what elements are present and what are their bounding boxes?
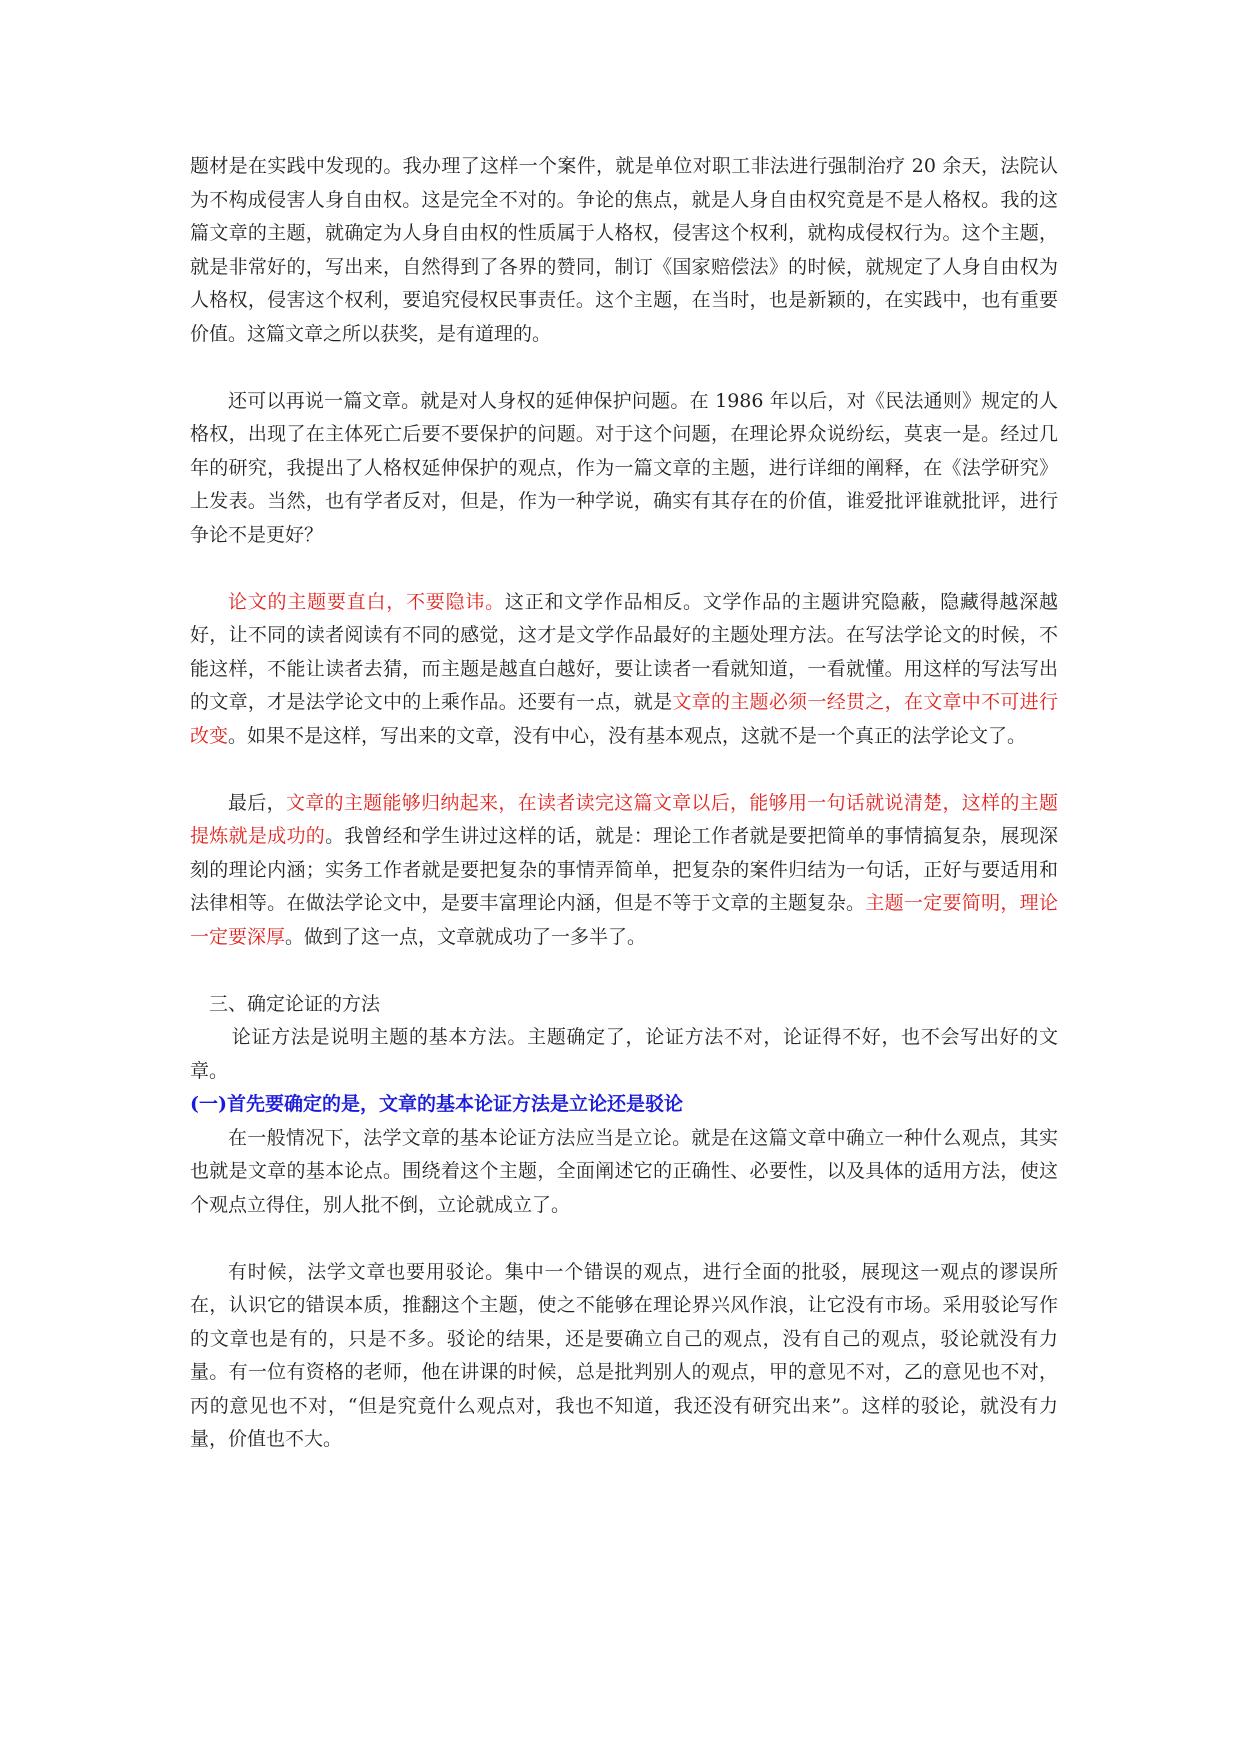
paragraph-gap bbox=[190, 552, 1058, 586]
subsection-heading: (一)首先要确定的是，文章的基本论证方法是立论还是驳论 bbox=[190, 1093, 683, 1115]
paragraph-gap bbox=[190, 1222, 1058, 1256]
paragraph-extended-protection: 还可以再说一篇文章。就是对人身权的延伸保护问题。在 1986 年以后，对《民法通则》规定的人格权，出现了在主体死亡后要不要保护的问题。对于这个问题，在理论界众说纷纭，莫衷一是。经过几年的研究，我提出了人格权延伸保护的观点，作为一篇文章的主题，进行详细的阐释，在《法学研究》上发表。当然，也有学者反对，但是，作为一种学说，确实有其存在的价值，谁爱批评谁就批评，进行争论不是更好？ bbox=[190, 389, 1058, 546]
body-text: 。我曾经和学生讲过这样的话，就是：理论工作者就是要把简单的事情搞复杂，展现深刻的理论内涵；实务工作者就是要把复杂的事情弄简单，把复杂的案件归结为一句话，正好与要适用和法律相等。在做法学论文中，是要丰富理论内涵，但是不等于文章的主题复杂。 bbox=[190, 825, 1058, 914]
paragraph-topic-summary bbox=[190, 787, 1058, 955]
paragraph-argument-method: 论证方法是说明主题的基本方法。主题确定了，论证方法不对，论证得不好，也不会写出好的文章。 bbox=[190, 1026, 1058, 1082]
paragraph-case-topic: 题材是在实践中发现的。我办理了这样一个案件，就是单位对职工非法进行强制治疗 20 余天，法院认为不构成侵害人身自由权。这是完全不对的。争论的焦点，就是人身自由权究竟是不是人格权。我的这篇文章的主题，就确定为人身自由权的性质属于人格权，侵害这个权利，就构成侵权行为。这个主题，就是非常好的，写出来，自然得到了各界的赞同，制订《国家赔偿法》的时候，就规定了人身自由权为人格权，侵害这个权利，要追究侵权民事责任。这个主题，在当时，也是新颖的，在实践中，也有重要价值。这篇文章之所以获奖，是有道理的。 bbox=[190, 155, 1058, 345]
emphasis-text: 主题一定要简明，理论一定要深厚 bbox=[190, 892, 1058, 948]
paragraph-establish-argument: 在一般情况下，法学文章的基本论证方法应当是立论。就是在这篇文章中确立一种什么观点，其实也就是文章的基本论点。围绕着这个主题，全面阐述它的正确性、必要性，以及具体的适用方法，使这个观点立得住，别人批不倒，立论就成立了。 bbox=[190, 1126, 1058, 1216]
body-text: 最后， bbox=[228, 791, 286, 814]
emphasis-text: 论文的主题要直白，不要隐讳。 bbox=[228, 590, 505, 613]
paragraph-refutation: 有时候，法学文章也要用驳论。集中一个错误的观点，进行全面的批驳，展现这一观点的谬误所在，认识它的错误本质，推翻这个主题，使之不能够在理论界兴风作浪，让它没有市场。采用驳论写作的文章也是有的，只是不多。驳论的结果，还是要确立自己的观点，没有自己的观点，驳论就没有力量。有一位有资格的老师，他在讲课的时候，总是批判别人的观点，甲的意见不对，乙的意见也不对，丙的意见也不对，“但是究竟什么观点对，我也不知道，我还没有研究出来”。这样的驳论，就没有力量，价值也不大。 bbox=[190, 1260, 1058, 1450]
paragraph-gap bbox=[190, 753, 1058, 787]
emphasis-text: 文章的主题能够归纳起来，在读者读完这篇文章以后，能够用一句话就说清楚，这样的主题提炼就是成功的 bbox=[190, 791, 1058, 847]
body-text: 这正和文学作品相反。文学作品的主题讲究隐蔽，隐藏得越深越好，让不同的读者阅读有不同的感觉，这才是文学作品最好的主题处理方法。在写法学论文的时候，不能这样，不能让读者去猜，而主题是越直白越好，要让读者一看就知道，一看就懂。用这样的写法写出的文章，才是法学论文中的上乘作品。还要有一点，就是 bbox=[190, 590, 1058, 713]
document-body bbox=[190, 150, 1058, 1457]
body-text: 。做到了这一点，文章就成功了一多半了。 bbox=[285, 925, 647, 948]
emphasis-text: 文章的主题必须一经贯之，在文章中不可进行改变 bbox=[190, 691, 1058, 747]
paragraph-gap bbox=[190, 351, 1058, 385]
paragraph-topic-direct bbox=[190, 586, 1058, 754]
section-heading: 三、确定论证的方法 bbox=[209, 992, 381, 1015]
paragraph-gap bbox=[190, 954, 1058, 988]
body-text: 。如果不是这样，写出来的文章，没有中心，没有基本观点，这就不是一个真正的法学论文了。 bbox=[228, 724, 1027, 747]
